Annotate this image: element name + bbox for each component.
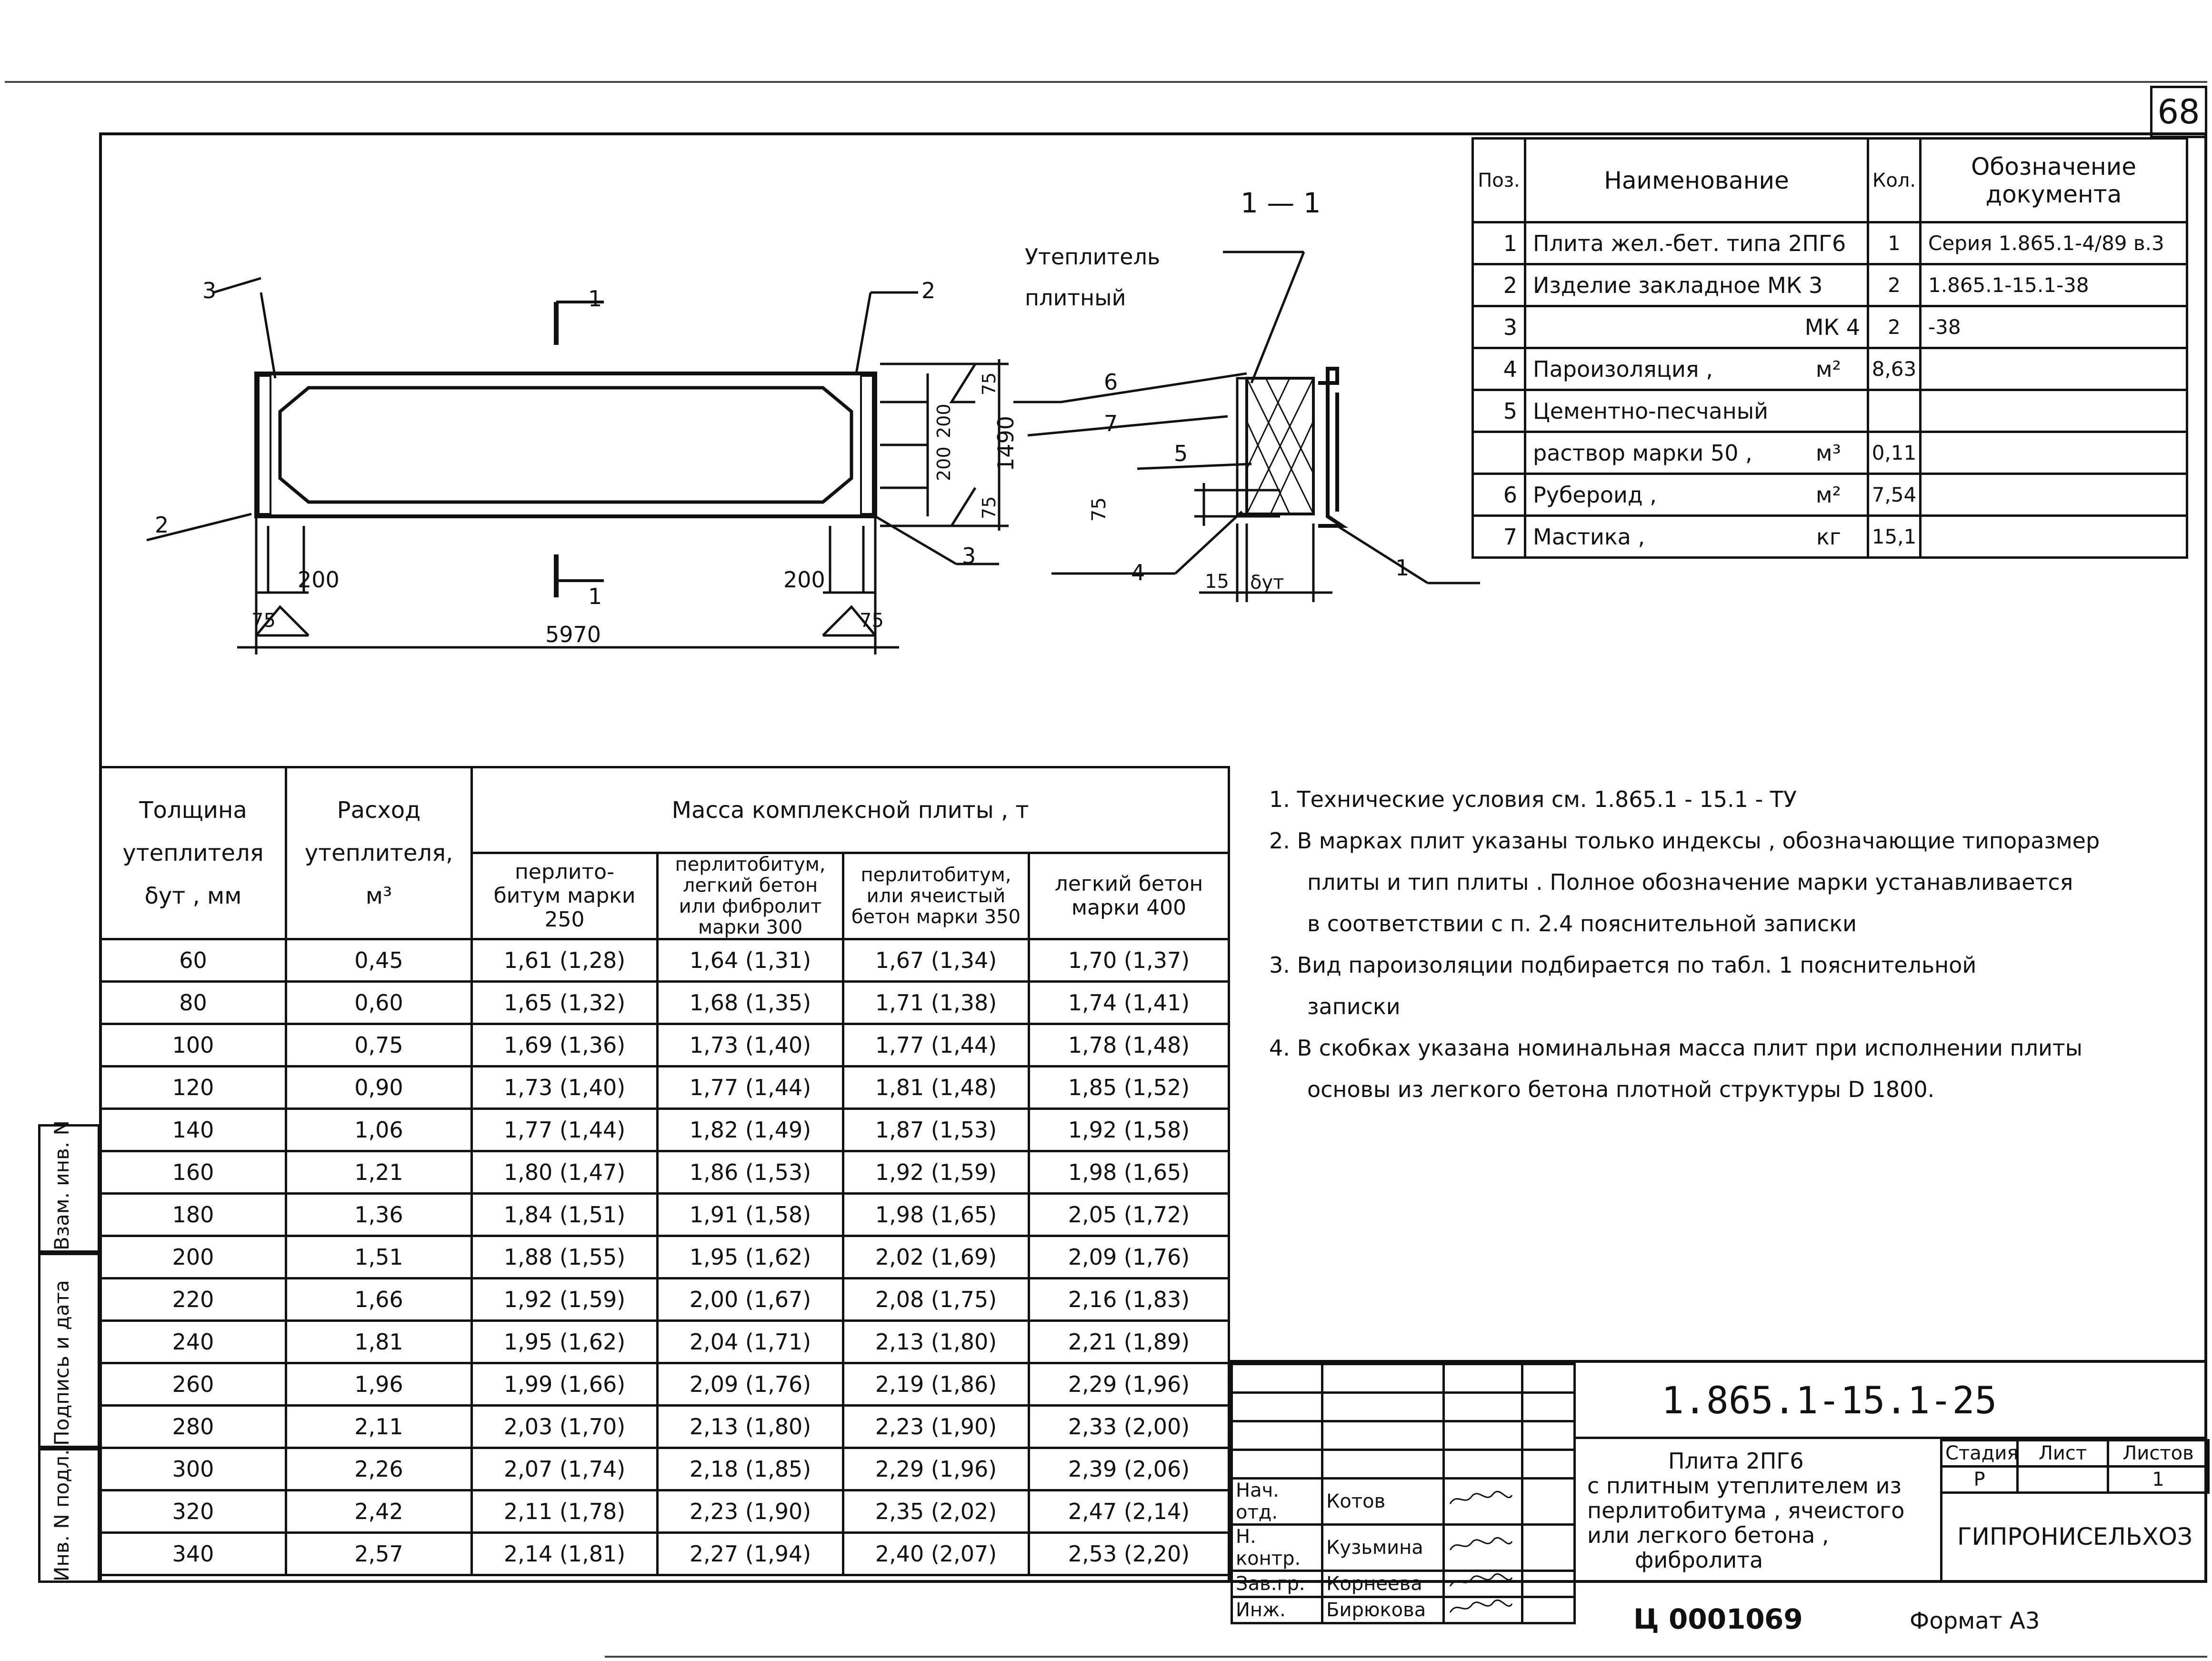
- mass-cell-300: 1,64 (1,31): [658, 939, 843, 982]
- mass-cell-350: 1,87 (1,53): [843, 1109, 1029, 1151]
- mass-cell-350: 2,13 (1,80): [843, 1321, 1029, 1363]
- mass-cell-400: 2,16 (1,83): [1029, 1278, 1229, 1321]
- sheet-label: Лист: [2018, 1440, 2108, 1467]
- approval-name: Бирюкова: [1322, 1597, 1444, 1623]
- note-line: 2. В марках плит указаны только индексы , обозначающие типоразмер: [1269, 828, 2100, 854]
- mass-sub-header-250: перлито- битум марки 250: [472, 853, 658, 939]
- mass-cell-350: 2,35 (2,02): [843, 1490, 1029, 1533]
- mass-cell-350: 1,81 (1,48): [843, 1067, 1029, 1109]
- sheets-label: Листов: [2108, 1440, 2209, 1467]
- mass-row: [100, 1448, 1229, 1490]
- mass-sub-header-300: перлитобитум, легкий бетон или фибролит марки 300: [658, 853, 843, 939]
- mass-cell-300: 2,18 (1,85): [658, 1448, 843, 1490]
- mass-cell-300: 2,13 (1,80): [658, 1406, 843, 1448]
- spec-cell-pos: 2: [1473, 264, 1525, 306]
- approval-row: [1232, 1597, 1575, 1623]
- mass-cell-thickness: 200: [100, 1236, 286, 1278]
- label-dim-75-a: 75: [979, 372, 1000, 395]
- note-line: 4. В скобках указана номинальная масса плит при исполнении плиты: [1269, 1035, 2082, 1061]
- mass-cell-consumption: 0,75: [286, 1024, 472, 1067]
- plate-drawing: [99, 135, 1480, 755]
- mass-row: [100, 1067, 1229, 1109]
- label-sec-7: 7: [1104, 411, 1118, 436]
- approval-name: Корнеева: [1322, 1571, 1444, 1597]
- mass-cell-thickness: 220: [100, 1278, 286, 1321]
- mass-row: [100, 1321, 1229, 1363]
- spec-cell-qty: 0,11: [1868, 432, 1921, 474]
- mass-cell-thickness: 240: [100, 1321, 286, 1363]
- mass-cell-thickness: 300: [100, 1448, 286, 1490]
- approval-role: Зав.гр.: [1232, 1571, 1322, 1597]
- mass-cell-300: 1,82 (1,49): [658, 1109, 843, 1151]
- label-pos2-top: 2: [921, 278, 936, 303]
- approval-row: [1232, 1525, 1575, 1571]
- mass-cell-300: 2,00 (1,67): [658, 1278, 843, 1321]
- mass-cell-350: 2,02 (1,69): [843, 1236, 1029, 1278]
- spec-header-name: Наименование: [1525, 139, 1868, 222]
- spec-cell-pos: 1: [1473, 222, 1525, 264]
- mass-row: [100, 1406, 1229, 1448]
- mass-cell-250: 1,88 (1,55): [472, 1236, 658, 1278]
- mass-cell-consumption: 2,42: [286, 1490, 472, 1533]
- note-line: 3. Вид пароизоляции подбирается по табл. 1 пояснительной: [1269, 952, 1977, 978]
- label-sec-15: 15: [1205, 571, 1229, 593]
- spec-cell-doc: -38: [1921, 306, 2187, 348]
- mass-cell-250: 2,03 (1,70): [472, 1406, 658, 1448]
- spec-header-qty: Кол.: [1868, 139, 1921, 222]
- label-dim-200-b: 200: [933, 446, 954, 481]
- mass-cell-250: 2,07 (1,74): [472, 1448, 658, 1490]
- spec-row: [1473, 516, 2187, 558]
- spec-row: [1473, 432, 2187, 474]
- approval-date: [1522, 1597, 1575, 1623]
- approval-role: Н. контр.: [1232, 1525, 1322, 1571]
- mass-cell-thickness: 60: [100, 939, 286, 982]
- mass-cell-consumption: 1,51: [286, 1236, 472, 1278]
- mass-cell-250: 1,69 (1,36): [472, 1024, 658, 1067]
- mass-sub-header-400: легкий бетон марки 400: [1029, 853, 1229, 939]
- spec-cell-doc: [1921, 516, 2187, 558]
- spec-cell-pos: 7: [1473, 516, 1525, 558]
- mass-cell-300: 2,09 (1,76): [658, 1363, 843, 1406]
- sheets-value: 1: [2108, 1467, 2209, 1493]
- mass-cell-thickness: 160: [100, 1151, 286, 1194]
- mass-cell-250: 1,73 (1,40): [472, 1067, 658, 1109]
- mass-cell-thickness: 180: [100, 1194, 286, 1236]
- spec-item-unit: кг: [1816, 523, 1841, 550]
- spec-cell-doc: 1.865.1-15.1-38: [1921, 264, 2187, 306]
- spec-item-name: Рубероид ,: [1533, 482, 1657, 508]
- stage-table: [1940, 1439, 2210, 1494]
- label-dim-200-a: 200: [933, 403, 954, 438]
- mass-row: [100, 1533, 1229, 1575]
- mass-row: [100, 939, 1229, 982]
- side-cell-inv-text: Инв. N подл.: [50, 1449, 73, 1581]
- side-cell-sign-text: Подпись и дата: [50, 1280, 73, 1446]
- label-cut-top: 1: [588, 286, 602, 312]
- doc-code: 1.865.1-15.1-25: [1573, 1363, 2207, 1439]
- notes: [1269, 779, 2174, 1110]
- mass-row: [100, 982, 1229, 1024]
- mass-sub-header-350: перлитобитум, или ячеистый бетон марки 350: [843, 853, 1029, 939]
- mass-cell-350: 1,71 (1,38): [843, 982, 1029, 1024]
- spec-item-name: Изделие закладное МК 3: [1533, 272, 1823, 298]
- spec-cell-pos: 4: [1473, 348, 1525, 390]
- title-line-3: перлитобитума , ячеистого: [1587, 1498, 1905, 1523]
- mass-cell-consumption: 1,21: [286, 1151, 472, 1194]
- spec-row: [1473, 222, 2187, 264]
- approval-row: [1232, 1571, 1575, 1597]
- mass-cell-consumption: 1,96: [286, 1363, 472, 1406]
- label-sec-6: 6: [1104, 369, 1118, 395]
- label-sec-75: 75: [1088, 497, 1110, 522]
- spec-cell-doc: [1921, 474, 2187, 516]
- mass-cell-thickness: 340: [100, 1533, 286, 1575]
- spec-cell-pos: 5: [1473, 390, 1525, 432]
- spec-item-unit: м²: [1815, 482, 1841, 508]
- signature-icon: [1444, 1571, 1522, 1597]
- spec-cell-name: [1525, 516, 1868, 558]
- spec-cell-qty: 2: [1868, 264, 1921, 306]
- spec-cell-qty: 8,63: [1868, 348, 1921, 390]
- mass-cell-300: 2,04 (1,71): [658, 1321, 843, 1363]
- spec-header-pos: Поз.: [1473, 139, 1525, 222]
- mass-cell-300: 1,73 (1,40): [658, 1024, 843, 1067]
- approval-date: [1522, 1525, 1575, 1571]
- spec-cell-pos: 6: [1473, 474, 1525, 516]
- mass-header-consumption: Расход утеплителя, м³: [286, 767, 472, 939]
- archive-number: Ц 00010: [1633, 1603, 1765, 1635]
- mass-cell-250: 1,84 (1,51): [472, 1194, 658, 1236]
- spec-cell-qty: 15,1: [1868, 516, 1921, 558]
- mass-cell-250: 1,61 (1,28): [472, 939, 658, 982]
- spec-item-name: Мастика ,: [1533, 523, 1645, 550]
- mass-cell-thickness: 140: [100, 1109, 286, 1151]
- spec-cell-name: [1525, 306, 1868, 348]
- mass-row: [100, 1194, 1229, 1236]
- spec-item-name: Цементно-песчаный: [1533, 398, 1769, 424]
- signature-icon: [1444, 1479, 1522, 1525]
- mass-cell-consumption: 0,90: [286, 1067, 472, 1109]
- section-title: 1 — 1: [1241, 187, 1321, 219]
- mass-cell-consumption: 2,57: [286, 1533, 472, 1575]
- spec-cell-name: [1525, 474, 1868, 516]
- spec-item-unit: м³: [1815, 440, 1841, 466]
- approval-name: Котов: [1322, 1479, 1444, 1525]
- mass-cell-400: 2,09 (1,76): [1029, 1236, 1229, 1278]
- title-line-1: Плита 2ПГ6: [1668, 1448, 1804, 1474]
- spec-cell-doc: [1921, 348, 2187, 390]
- mass-cell-300: 2,23 (1,90): [658, 1490, 843, 1533]
- mass-cell-300: 1,68 (1,35): [658, 982, 843, 1024]
- label-pos3-bottom: 3: [962, 543, 976, 569]
- side-cell-replace-text: Взам. инв. N: [50, 1120, 73, 1250]
- spec-item-name: Пароизоляция ,: [1533, 356, 1713, 382]
- mass-cell-350: 1,67 (1,34): [843, 939, 1029, 982]
- signature-icon: [1444, 1597, 1522, 1623]
- spec-item-name: Плита жел.-бет. типа 2ПГ6: [1533, 230, 1846, 256]
- approval-row: [1232, 1479, 1575, 1525]
- mass-cell-350: 2,40 (2,07): [843, 1533, 1029, 1575]
- mass-row: [100, 1236, 1229, 1278]
- mass-cell-350: 2,19 (1,86): [843, 1363, 1029, 1406]
- spec-row: [1473, 306, 2187, 348]
- spec-cell-pos: 3: [1473, 306, 1525, 348]
- approval-role: Нач. отд.: [1232, 1479, 1322, 1525]
- note-line: в соответствии с п. 2.4 пояснительной записки: [1307, 911, 1857, 936]
- mass-cell-250: 1,80 (1,47): [472, 1151, 658, 1194]
- spec-row: [1473, 264, 2187, 306]
- label-sec-5: 5: [1174, 441, 1188, 466]
- mass-cell-350: 2,08 (1,75): [843, 1278, 1029, 1321]
- mass-row: [100, 1490, 1229, 1533]
- mass-cell-400: 2,33 (2,00): [1029, 1406, 1229, 1448]
- label-dim-5970: 5970: [545, 622, 601, 647]
- mass-cell-consumption: 1,81: [286, 1321, 472, 1363]
- mass-cell-300: 1,95 (1,62): [658, 1236, 843, 1278]
- mass-row: [100, 1363, 1229, 1406]
- mass-cell-250: 1,65 (1,32): [472, 982, 658, 1024]
- note-line: записки: [1307, 994, 1401, 1019]
- label-dim-75-left: 75: [251, 610, 276, 632]
- mass-cell-250: 2,14 (1,81): [472, 1533, 658, 1575]
- mass-cell-400: 2,29 (1,96): [1029, 1363, 1229, 1406]
- top-rule: [5, 81, 2207, 83]
- mass-cell-300: 1,86 (1,53): [658, 1151, 843, 1194]
- mass-cell-400: 2,21 (1,89): [1029, 1321, 1229, 1363]
- label-dim-75-right: 75: [860, 610, 884, 632]
- label-dim-75-b: 75: [979, 496, 1000, 519]
- spec-cell-pos: [1473, 432, 1525, 474]
- mass-cell-250: 2,11 (1,78): [472, 1490, 658, 1533]
- mass-cell-400: 1,74 (1,41): [1029, 982, 1229, 1024]
- mass-table: [99, 766, 1230, 1576]
- mass-cell-400: 2,39 (2,06): [1029, 1448, 1229, 1490]
- mass-cell-350: 1,92 (1,59): [843, 1151, 1029, 1194]
- side-cell-inv: [38, 1448, 100, 1583]
- mass-cell-thickness: 80: [100, 982, 286, 1024]
- mass-cell-250: 1,95 (1,62): [472, 1321, 658, 1363]
- mass-cell-300: 1,91 (1,58): [658, 1194, 843, 1236]
- label-sec-delta: δут: [1250, 572, 1284, 594]
- spec-cell-doc: Серия 1.865.1-4/89 в.3: [1921, 222, 2187, 264]
- mass-cell-consumption: 2,11: [286, 1406, 472, 1448]
- format-label: Формат А3: [1910, 1608, 2040, 1634]
- mass-row: [100, 1151, 1229, 1194]
- specification-table: [1471, 137, 2188, 559]
- label-pos3-top: 3: [202, 278, 217, 303]
- mass-cell-400: 1,92 (1,58): [1029, 1109, 1229, 1151]
- approval-table: [1231, 1363, 1576, 1624]
- label-dim-200-left: 200: [298, 567, 340, 593]
- mass-row: [100, 1024, 1229, 1067]
- approval-date: [1522, 1571, 1575, 1597]
- sheet-value: [2018, 1467, 2108, 1493]
- page-number: 69: [1764, 1603, 1803, 1635]
- spec-item-name: МК 4: [1804, 314, 1860, 340]
- mass-cell-350: 1,77 (1,44): [843, 1024, 1029, 1067]
- label-insulation-1: Утеплитель: [1025, 244, 1161, 270]
- spec-cell-qty: 2: [1868, 306, 1921, 348]
- spec-cell-qty: 7,54: [1868, 474, 1921, 516]
- label-dim-200-right: 200: [783, 567, 825, 593]
- spec-cell-name: [1525, 348, 1868, 390]
- label-insulation-2: плитный: [1025, 285, 1126, 311]
- mass-cell-400: 1,78 (1,48): [1029, 1024, 1229, 1067]
- signature-icon: [1444, 1525, 1522, 1571]
- mass-cell-consumption: 1,36: [286, 1194, 472, 1236]
- spec-cell-qty: [1868, 390, 1921, 432]
- mass-header-thickness: Толщина утеплителя δут , мм: [100, 767, 286, 939]
- spec-cell-name: [1525, 432, 1868, 474]
- mass-cell-400: 1,98 (1,65): [1029, 1151, 1229, 1194]
- mass-cell-thickness: 320: [100, 1490, 286, 1533]
- plate-rib-octagon: [280, 388, 851, 502]
- stage-value: Р: [1942, 1467, 2018, 1493]
- mass-cell-consumption: 2,26: [286, 1448, 472, 1490]
- side-cell-replace: [38, 1120, 100, 1253]
- note-line: 1. Технические условия см. 1.865.1 - 15.1 - ТУ: [1269, 786, 1797, 812]
- mass-cell-consumption: 1,66: [286, 1278, 472, 1321]
- label-dim-1490: 1490: [993, 415, 1019, 472]
- spec-item-name: раствор марки 50 ,: [1533, 440, 1752, 466]
- spec-row: [1473, 474, 2187, 516]
- plate-plan-outline: [256, 373, 875, 516]
- mass-cell-400: 2,05 (1,72): [1029, 1194, 1229, 1236]
- mass-row: [100, 1109, 1229, 1151]
- spec-cell-doc: [1921, 390, 2187, 432]
- label-sec-1: 1: [1395, 555, 1410, 581]
- sheet-number-box: 68: [2150, 86, 2207, 138]
- mass-cell-300: 1,77 (1,44): [658, 1067, 843, 1109]
- label-cut-bottom: 1: [588, 584, 602, 609]
- mass-cell-250: 1,92 (1,59): [472, 1278, 658, 1321]
- mass-cell-250: 1,99 (1,66): [472, 1363, 658, 1406]
- mass-cell-thickness: 280: [100, 1406, 286, 1448]
- mass-cell-thickness: 260: [100, 1363, 286, 1406]
- approval-role: Инж.: [1232, 1597, 1322, 1623]
- note-line: плиты и тип плиты . Полное обозначение марки устанавливается: [1307, 869, 2073, 895]
- mass-cell-400: 2,53 (2,20): [1029, 1533, 1229, 1575]
- mass-cell-thickness: 120: [100, 1067, 286, 1109]
- mass-cell-400: 1,85 (1,52): [1029, 1067, 1229, 1109]
- mass-cell-thickness: 100: [100, 1024, 286, 1067]
- spec-row: [1473, 348, 2187, 390]
- mass-cell-consumption: 0,45: [286, 939, 472, 982]
- title-line-2: с плитным утеплителем из: [1587, 1473, 1902, 1499]
- spec-header-doc: Обозначение документа: [1921, 139, 2187, 222]
- label-sec-4: 4: [1131, 560, 1145, 585]
- label-pos2-bottom: 2: [155, 512, 169, 538]
- spec-item-unit: м²: [1815, 356, 1841, 382]
- mass-cell-400: 2,47 (2,14): [1029, 1490, 1229, 1533]
- spec-cell-qty: 1: [1868, 222, 1921, 264]
- mass-cell-300: 2,27 (1,94): [658, 1533, 843, 1575]
- title-line-4: или легкого бетона ,: [1587, 1522, 1829, 1548]
- bottom-rule: [605, 1656, 2207, 1658]
- approval-date: [1522, 1479, 1575, 1525]
- spec-cell-name: [1525, 264, 1868, 306]
- mass-cell-250: 1,77 (1,44): [472, 1109, 658, 1151]
- approval-name: Кузьмина: [1322, 1525, 1444, 1571]
- spec-cell-doc: [1921, 432, 2187, 474]
- spec-cell-name: [1525, 390, 1868, 432]
- mass-cell-consumption: 1,06: [286, 1109, 472, 1151]
- stage-label: Стадия: [1942, 1440, 2018, 1467]
- drawing-title: [1573, 1439, 1940, 1583]
- mass-cell-350: 2,29 (1,96): [843, 1448, 1029, 1490]
- note-line: основы из легкого бетона плотной структуры D 1800.: [1307, 1077, 1935, 1102]
- mass-header-mass: Масса комплексной плиты , т: [472, 767, 1229, 853]
- mass-row: [100, 1278, 1229, 1321]
- mass-cell-350: 2,23 (1,90): [843, 1406, 1029, 1448]
- side-cell-sign: [38, 1253, 100, 1448]
- spec-row: [1473, 390, 2187, 432]
- mass-cell-consumption: 0,60: [286, 982, 472, 1024]
- mass-cell-350: 1,98 (1,65): [843, 1194, 1029, 1236]
- title-line-5: фибролита: [1635, 1547, 1763, 1573]
- mass-cell-400: 1,70 (1,37): [1029, 939, 1229, 982]
- spec-cell-name: [1525, 222, 1868, 264]
- organization: ГИПРОНИСЕЛЬХОЗ: [1940, 1491, 2207, 1583]
